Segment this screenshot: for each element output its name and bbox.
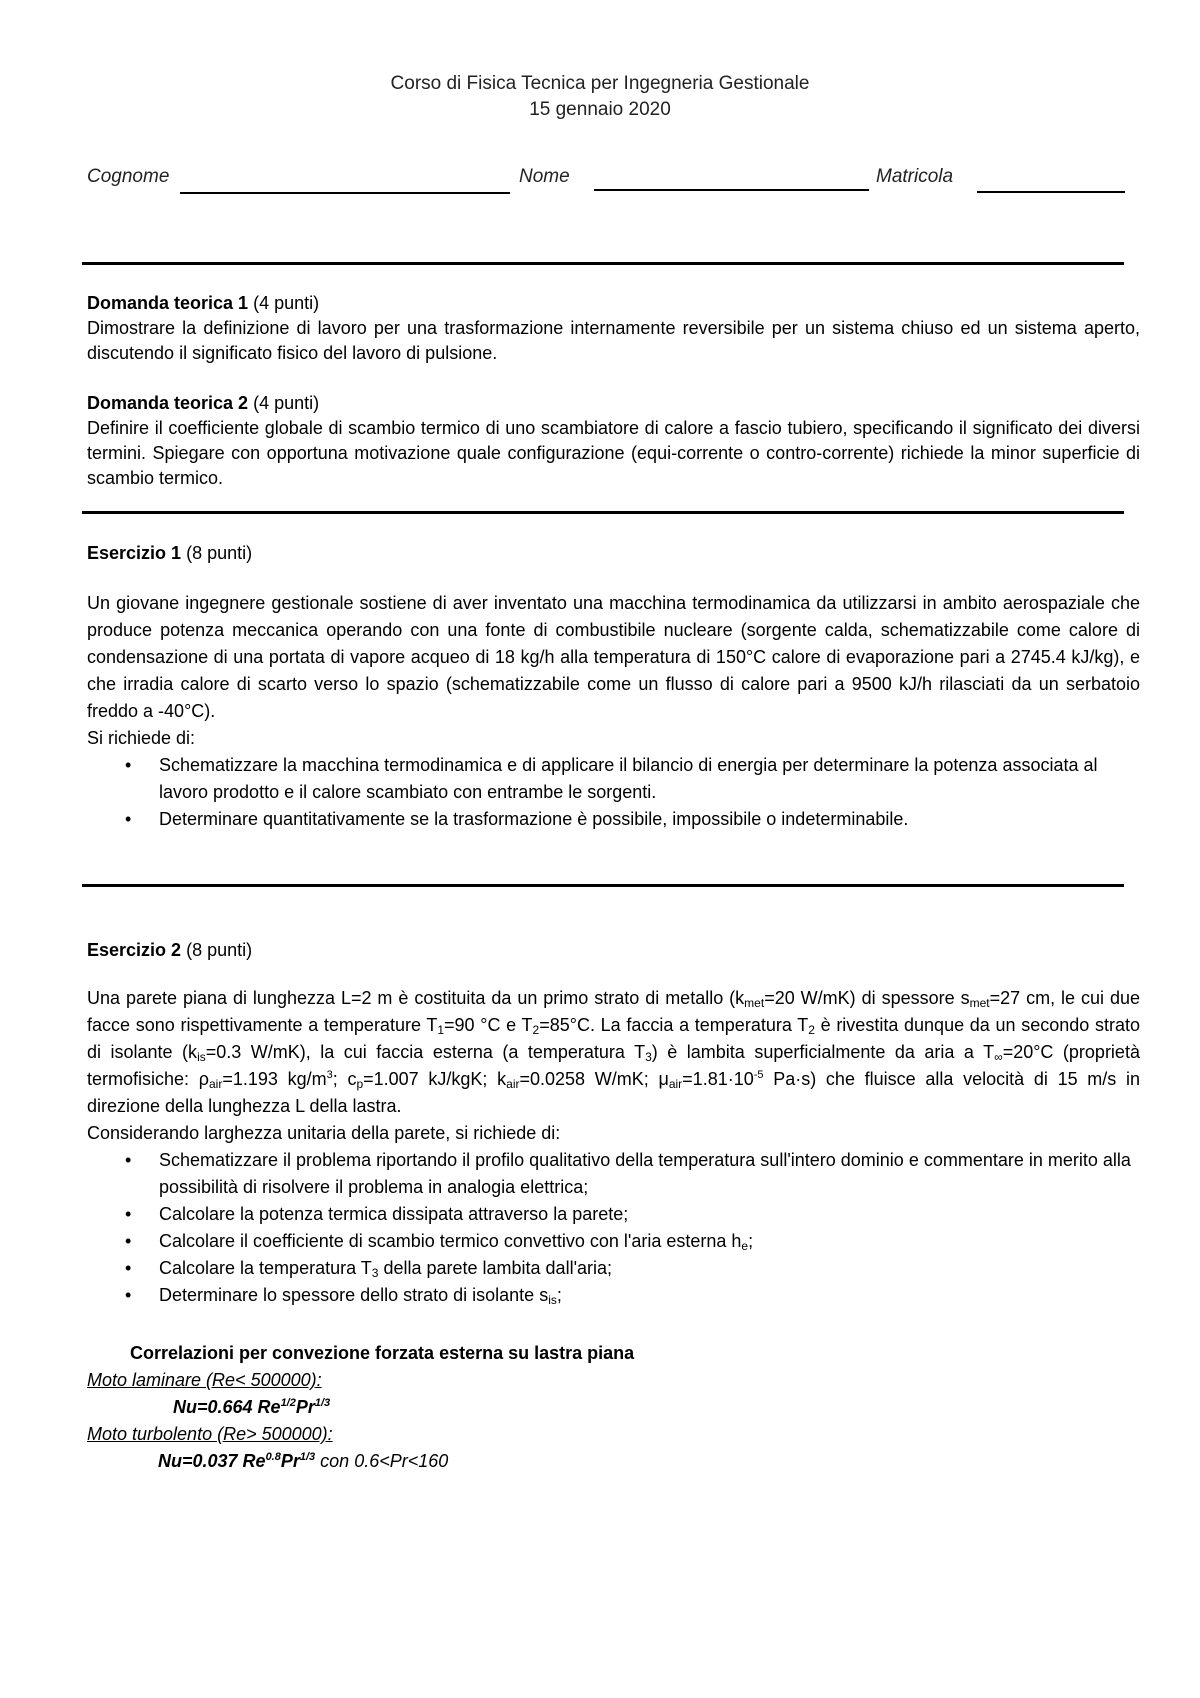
exam-date: 15 gennaio 2020 (529, 99, 671, 120)
list-item: • Determinare quantitativamente se la trasformazione è possibile, impossibile o indeterminabile. (120, 806, 1140, 833)
list-item: • Schematizzare il problema riportando il profilo qualitativo della temperatura sull'intero dominio e commentare in merito alla possibilità di risolvere il problema in analogia elettrica; (120, 1147, 1140, 1201)
divider (82, 511, 1124, 514)
divider (82, 884, 1124, 887)
domanda-1-points: (4 punti) (253, 293, 320, 313)
correlazioni-title: Correlazioni per convezione forzata esterna su lastra piana (130, 1343, 635, 1363)
divider (82, 262, 1124, 265)
list-item: • Calcolare il coefficiente di scambio termico convettivo con l'aria esterna $h_e$; (120, 1228, 1140, 1255)
domanda-2-heading (87, 391, 1140, 416)
esercizio-1-bullets (120, 752, 1140, 833)
esercizio-2-heading (87, 938, 1140, 963)
laminar-label: Moto laminare (Re< 500000): (87, 1370, 322, 1390)
turbulent-formula: Nu=0.037 $Re^{0.8}Pr^{1/3}$ con 0.6<Pr<160 (158, 1451, 449, 1471)
matricola-label: Matricola (876, 166, 954, 187)
esercizio-2-points: (8 punti) (186, 940, 253, 960)
esercizio-1-heading (87, 541, 1140, 566)
esercizio-1-text: Un giovane ingegnere gestionale sostiene di aver inventato una macchina termodinamica da utilizzarsi in ambito aerospaziale che produce potenza meccanica operando con una fonte di combustibile nucleare (sorgente calda, schematizzabile come calore di condensazione di una portata di vapore acqueo di 18 kg/h alla temperatura di 150°C calore di evaporazione pari a 2745.4 kJ/kg), e che irradia calore di scarto verso lo spazio (schematizzabile come un flusso di calore pari a 9500 kJ/h rilasciati da un serbatoio freddo a -40°C). (87, 593, 1140, 721)
laminar-formula: Nu=0.664 $Re^{1/2}Pr^{1/3}$ (173, 1397, 331, 1417)
esercizio-2-bullets (120, 1147, 1140, 1309)
domanda-2-points: (4 punti) (253, 393, 320, 413)
domanda-1-text: Dimostrare la definizione di lavoro per una trasformazione internamente reversibile per un sistema chiuso ed un sistema aperto, discutendo il significato fisico del lavoro di pulsione. (87, 318, 1140, 363)
domanda-2-title: Domanda teorica 2 (87, 393, 249, 413)
matricola-field[interactable] (977, 191, 1125, 193)
esercizio-2-text: Una parete piana di lunghezza L=2 m è costituita da un primo strato di metallo ($k_{met}=20$ W/mK) di spessore $s_{met}=27$ cm, le cui due facce sono rispettivamente a temperature $T_1=90$ °C e $T_2=85^\circ C$. La faccia a temperatura $T_2$ è rivestita dunque da un secondo strato di isolante ($k_{is}=0.3$ W/mK), la cui faccia esterna (a temperatura $T_3$) è lambita superficialmente da aria a $T_\infty=20^\circ C$ (proprietà termofisiche: $\rho_{air}=1.193$ $kg/m^3$; $c_p=1.007$ kJ/kgK; $k_{air}=0.0258$ W/mK; $\mu_{air}=1.81\cdot 10^{-5}$ Pa·s) che fluisce alla velocità di 15 m/s in direzione della lunghezza L della lastra. (87, 988, 1141, 1116)
esercizio-2-title: Esercizio 2 (87, 940, 182, 960)
cognome-label: Cognome (87, 166, 170, 187)
list-item: • Calcolare la temperatura $T_3$ della parete lambita dall'aria; (120, 1255, 1140, 1282)
esercizio-1-title: Esercizio 1 (87, 543, 182, 563)
domanda-2-text: Definire il coefficiente globale di scambio termico di uno scambiatore di calore a fascio tubiero, specificando il significato dei diversi termini. Spiegare con opportuna motivazione quale configurazione (equi-corrente o contro-corrente) richiede la minor superficie di scambio termico. (87, 418, 1140, 488)
nome-label: Nome (519, 166, 570, 187)
list-item: • Schematizzare la macchina termodinamica e di applicare il bilancio di energia per determinare la potenza associata al lavoro prodotto e il calore scambiato con entrambe le sorgenti. (120, 752, 1140, 806)
esercizio-1-points: (8 punti) (186, 543, 253, 563)
domanda-1-title: Domanda teorica 1 (87, 293, 249, 313)
cognome-field[interactable] (180, 192, 510, 194)
course-title: Corso di Fisica Tecnica per Ingegneria Gestionale (390, 73, 810, 94)
domanda-1-heading (87, 291, 1140, 316)
list-item: • Determinare lo spessore dello strato di isolante $s_{is}$; (120, 1282, 1140, 1309)
turbulent-label: Moto turbolento (Re> 500000): (87, 1424, 333, 1444)
list-item: • Calcolare la potenza termica dissipata attraverso la parete; (120, 1201, 1140, 1228)
esercizio-1-request: Si richiede di: (87, 728, 196, 748)
esercizio-2-request: Considerando larghezza unitaria della parete, si richiede di: (87, 1123, 561, 1143)
nome-field[interactable] (594, 189, 869, 191)
